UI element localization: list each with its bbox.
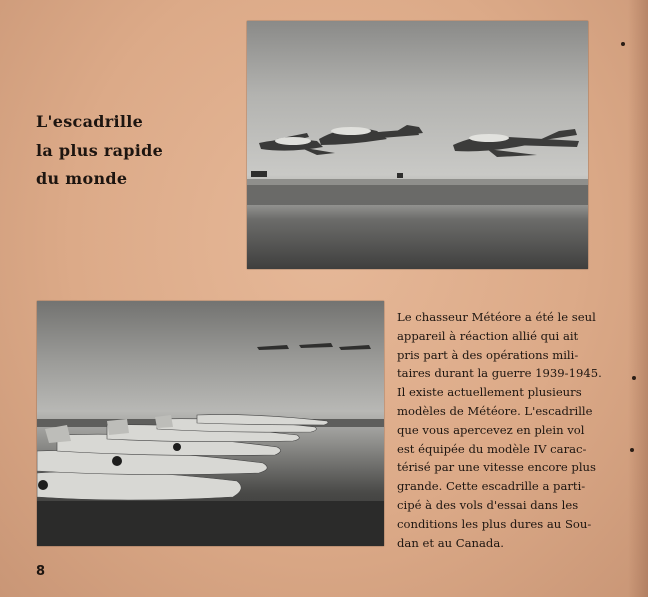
photo-parked-jets xyxy=(37,301,384,546)
distant-trees xyxy=(251,171,403,178)
paragraph-line: taires durant la guerre 1939-1945. xyxy=(397,366,602,381)
paragraph-line: dan et au Canada. xyxy=(397,535,504,550)
paragraph-line: est équipée du modèle IV carac- xyxy=(397,441,587,456)
article-heading xyxy=(36,108,163,194)
paper-speck xyxy=(630,448,634,452)
far-field xyxy=(247,185,588,205)
jet-highlights-right xyxy=(469,134,509,142)
paragraph-line: pris part à des opérations mili- xyxy=(397,347,579,362)
heading-line: L'escadrille xyxy=(36,112,144,131)
paragraph-line: que vous apercevez en plein vol xyxy=(397,422,585,437)
paper-speck xyxy=(621,42,625,46)
heading-line: du monde xyxy=(36,169,128,188)
distant-jet-formation xyxy=(257,343,371,350)
paragraph-line: modèles de Météore. L'escadrille xyxy=(397,403,593,418)
paragraph-line: grande. Cette escadrille a parti- xyxy=(397,479,586,494)
paragraph-line: appareil à réaction allié qui ait xyxy=(397,328,579,343)
paragraph-line: térisé par une vitesse encore plus xyxy=(397,460,596,475)
jet-formation-right xyxy=(453,129,579,157)
paragraph-line: conditions les plus dures au Sou- xyxy=(397,516,592,531)
paragraph-line: Le chasseur Météore a été le seul xyxy=(397,310,596,324)
photo-jets-in-flight-art xyxy=(247,21,588,269)
paragraph-line: cipé à des vols d'essai dans les xyxy=(397,497,579,512)
paragraph-line: Il existe actuellement plusieurs xyxy=(397,385,582,400)
heading-line: la plus rapide xyxy=(36,140,164,160)
grass-foreground xyxy=(37,501,384,546)
article-paragraph xyxy=(397,308,602,552)
paper-speck xyxy=(632,376,636,380)
photo-jets-in-flight xyxy=(247,21,588,269)
page-number: 8 xyxy=(36,564,46,579)
parked-jet-row xyxy=(37,415,328,500)
horizon-band xyxy=(247,179,588,185)
page-edge-shadow xyxy=(628,0,648,597)
photo-parked-jets-art xyxy=(37,301,384,546)
